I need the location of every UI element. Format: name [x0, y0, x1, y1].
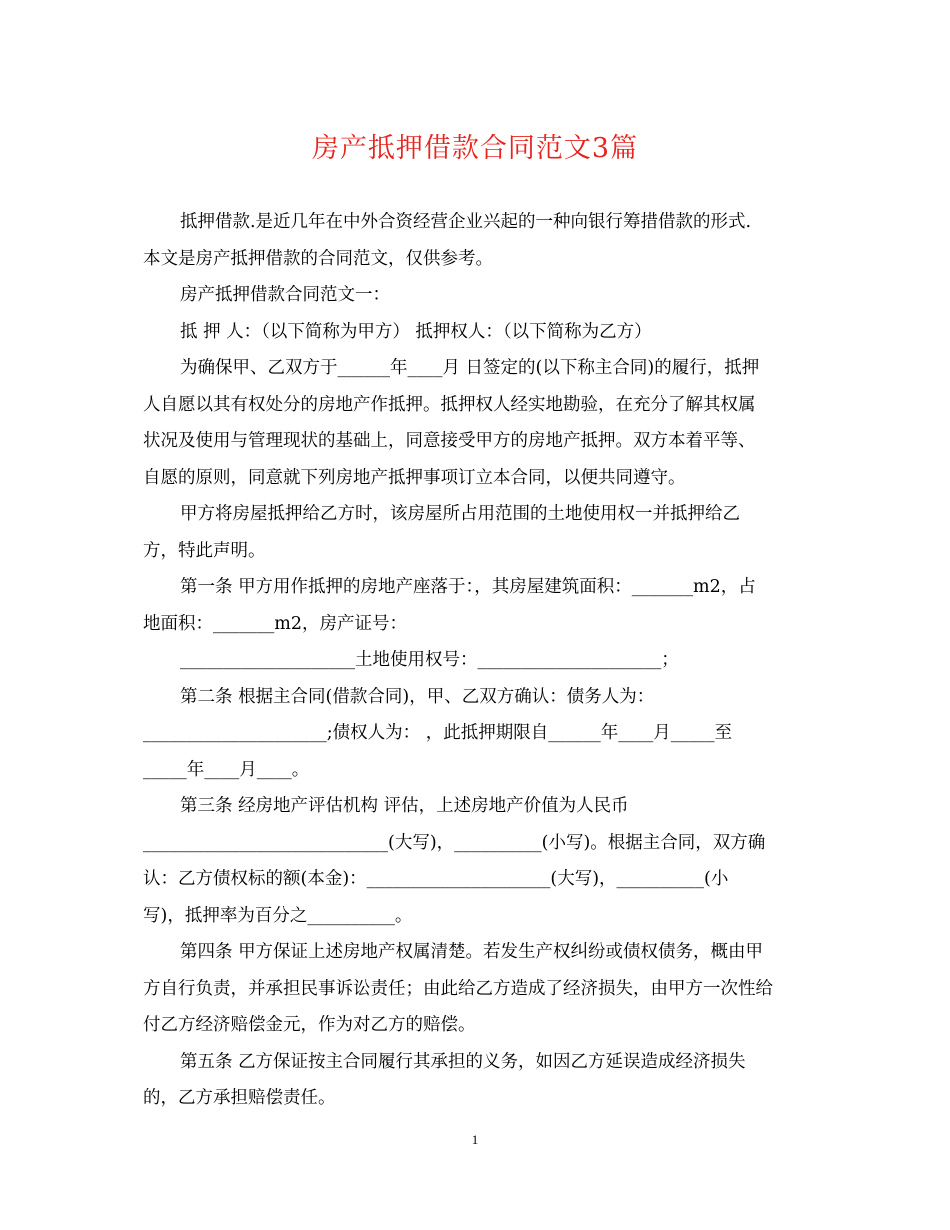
paragraph-line: 自愿的原则，同意就下列房地产抵押事项订立本合同，以便共同遵守。 [143, 467, 686, 488]
paragraph-line: 方自行负责，并承担民事诉讼责任；由此给乙方造成了经济损失，由甲方一次性给 [143, 978, 773, 999]
paragraph-line: 抵 押 人：（以下简称为甲方） 抵押权人：（以下简称为乙方） [180, 321, 652, 342]
paragraph-line: 地面积：_______m2，房产证号： [143, 613, 407, 634]
paragraph-line: ____________________土地使用权号：_____________________； [180, 650, 679, 670]
paragraph-line: _____年____月____。 [143, 759, 310, 780]
paragraph-line: _____________________;债权人为： ，此抵押期限自______年____月_____至 [143, 723, 732, 743]
document-title: 房产抵押借款合同范文3篇 [311, 133, 639, 164]
paragraph-line: 第三条 经房地产评估机构 评估，上述房地产价值为人民币 [180, 796, 629, 816]
paragraph-line: ____________________________(大写)，__________(小写)。根据主合同，双方确 [143, 832, 766, 853]
paragraph-line: 抵押借款.是近几年在中外合资经营企业兴起的一种向银行筹措借款的形式. [180, 212, 752, 232]
paragraph-line: 写)，抵押率为百分之__________。 [143, 905, 413, 926]
document-body [143, 204, 813, 1117]
paragraph-line: 甲方将房屋抵押给乙方时，该房屋所占用范围的土地使用权一并抵押给乙 [180, 504, 740, 524]
paragraph-line: 人自愿以其有权处分的房地产作抵押。抵押权人经实地勘验，在充分了解其权属 [143, 394, 756, 415]
paragraph-line: 第一条 甲方用作抵押的房地产座落于：，其房屋建筑面积：_______m2，占 [180, 577, 756, 597]
page-number: 1 [471, 1132, 479, 1147]
paragraph-line: 房产抵押借款合同范文一： [180, 285, 390, 305]
paragraph-line: 状况及使用与管理现状的基础上，同意接受甲方的房地产抵押。双方本着平等、 [143, 431, 756, 451]
paragraph-line: 付乙方经济赔偿金元，作为对乙方的赔偿。 [143, 1015, 476, 1035]
paragraph-line: 本文是房产抵押借款的合同范文，仅供参考。 [143, 248, 493, 269]
paragraph-line: 为确保甲、乙双方于______年____月 日签定的(以下称主合同)的履行，抵押 [180, 358, 760, 378]
paragraph-line: 方，特此声明。 [143, 540, 266, 561]
paragraph-line: 的，乙方承担赔偿责任。 [143, 1088, 336, 1108]
paragraph-line: 第四条 甲方保证上述房地产权属清楚。若发生产权纠纷或债权债务，概由甲 [180, 942, 764, 962]
paragraph-line: 认：乙方债权标的额(本金)：_____________________(大写)，__________(小 [143, 869, 729, 889]
paragraph-line: 第五条 乙方保证按主合同履行其承担的义务，如因乙方延误造成经济损失 [180, 1051, 746, 1072]
paragraph-line: 第二条 根据主合同(借款合同)，甲、乙双方确认：债务人为： [180, 686, 655, 707]
